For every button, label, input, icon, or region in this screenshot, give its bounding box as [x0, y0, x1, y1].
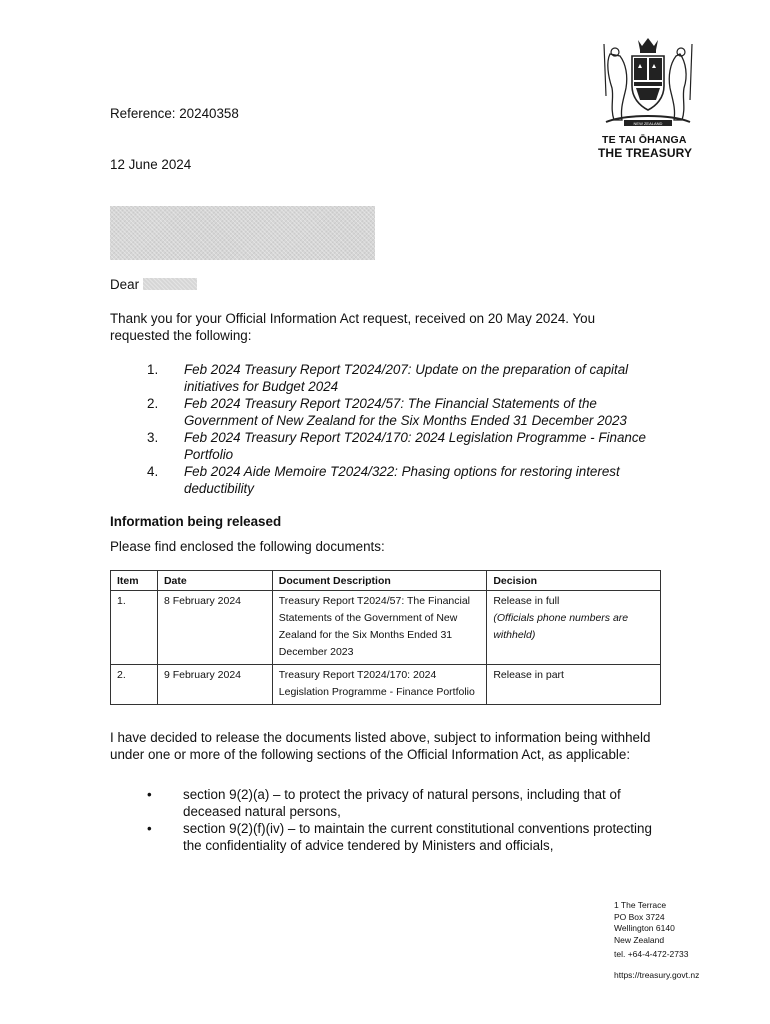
svg-text:NEW ZEALAND: NEW ZEALAND — [633, 121, 663, 126]
list-item-text: Feb 2024 Treasury Report T2024/57: The Financial Statements of the Government of New Zealand for the Six Months Ended 31 December 2023 — [184, 396, 627, 428]
list-item-text: Feb 2024 Treasury Report T2024/207: Update on the preparation of capital initiatives for Budget 2024 — [184, 362, 629, 394]
cell-item: 1. — [111, 591, 158, 665]
header-decision: Decision — [487, 571, 661, 591]
nz-coat-of-arms-icon — [596, 36, 700, 130]
decision-paragraph: I have decided to release the documents listed above, subject to information being withheld under one or more of the following sections of the Official Information Act, as applicable: — [110, 730, 651, 762]
list-item-number: 2. — [147, 396, 159, 411]
table-row — [111, 665, 661, 705]
address-line: 1 The Terrace — [614, 900, 667, 910]
list-item-text: Feb 2024 Treasury Report T2024/170: 2024 Legislation Programme - Finance Portfolio — [184, 430, 646, 462]
list-item-text: section 9(2)(a) – to protect the privacy of natural persons, including that of deceased natural persons, — [183, 787, 621, 819]
bullet-icon: • — [147, 787, 152, 802]
decision-text: Release in full — [493, 595, 560, 607]
redacted-name — [143, 278, 197, 290]
website-link[interactable]: https://treasury.govt.nz — [614, 969, 700, 980]
cell-item: 2. — [111, 665, 158, 705]
redacted-address-block — [110, 206, 375, 260]
cell-description: Treasury Report T2024/170: 2024 Legislation Programme - Finance Portfolio — [272, 665, 487, 705]
list-item — [110, 361, 670, 395]
documents-table — [110, 570, 661, 705]
list-item-text: section 9(2)(f)(iv) – to maintain the current constitutional conventions protecting the confidentiality of advice tendered by Ministers and officials, — [183, 821, 652, 853]
section-intro: Please find enclosed the following documents: — [110, 539, 385, 554]
cell-decision — [487, 591, 661, 665]
cell-decision — [487, 665, 661, 705]
cell-date: 8 February 2024 — [157, 591, 272, 665]
list-item-text: Feb 2024 Aide Memoire T2024/322: Phasing options for restoring interest deductibility — [184, 464, 620, 496]
decision-note: (Officials phone numbers are withheld) — [493, 612, 629, 641]
org-name-maori: TE TAI ŌHANGA — [602, 134, 687, 146]
request-list — [110, 361, 670, 497]
address-line: New Zealand — [614, 934, 665, 945]
address-line: PO Box 3724 — [614, 911, 665, 922]
decision-text: Release in part — [493, 669, 564, 681]
header-date: Date — [157, 571, 272, 591]
address-phone: tel. +64-4-472-2733 — [614, 949, 689, 959]
intro-paragraph: Thank you for your Official Information Act request, received on 20 May 2024. You requested the following: — [110, 311, 596, 343]
salutation — [110, 276, 197, 293]
list-item — [110, 820, 670, 854]
bullet-icon: • — [147, 821, 152, 836]
salutation-text: Dear — [110, 277, 140, 292]
org-name-english: THE TREASURY — [598, 146, 693, 160]
list-item-number: 3. — [147, 430, 159, 445]
list-item-number: 1. — [147, 362, 159, 377]
list-item — [110, 463, 670, 497]
address-line: Wellington 6140 — [614, 923, 675, 933]
cell-description: Treasury Report T2024/57: The Financial Statements of the Government of New Zealand for the Six Months Ended 31 December 2023 — [272, 591, 487, 665]
letter-date: 12 June 2024 — [110, 157, 192, 172]
list-item-number: 4. — [147, 464, 159, 479]
list-item — [110, 429, 670, 463]
footer-address — [614, 900, 699, 981]
section-heading: Information being released — [110, 514, 282, 529]
table-row — [111, 591, 661, 665]
header-item: Item — [111, 571, 158, 591]
list-item — [110, 395, 670, 429]
cell-date: 9 February 2024 — [157, 665, 272, 705]
reference: Reference: 20240358 — [110, 106, 239, 121]
table-header-row — [111, 571, 661, 591]
list-item — [110, 786, 670, 820]
header-description: Document Description — [272, 571, 487, 591]
withholding-grounds-list — [110, 786, 670, 854]
